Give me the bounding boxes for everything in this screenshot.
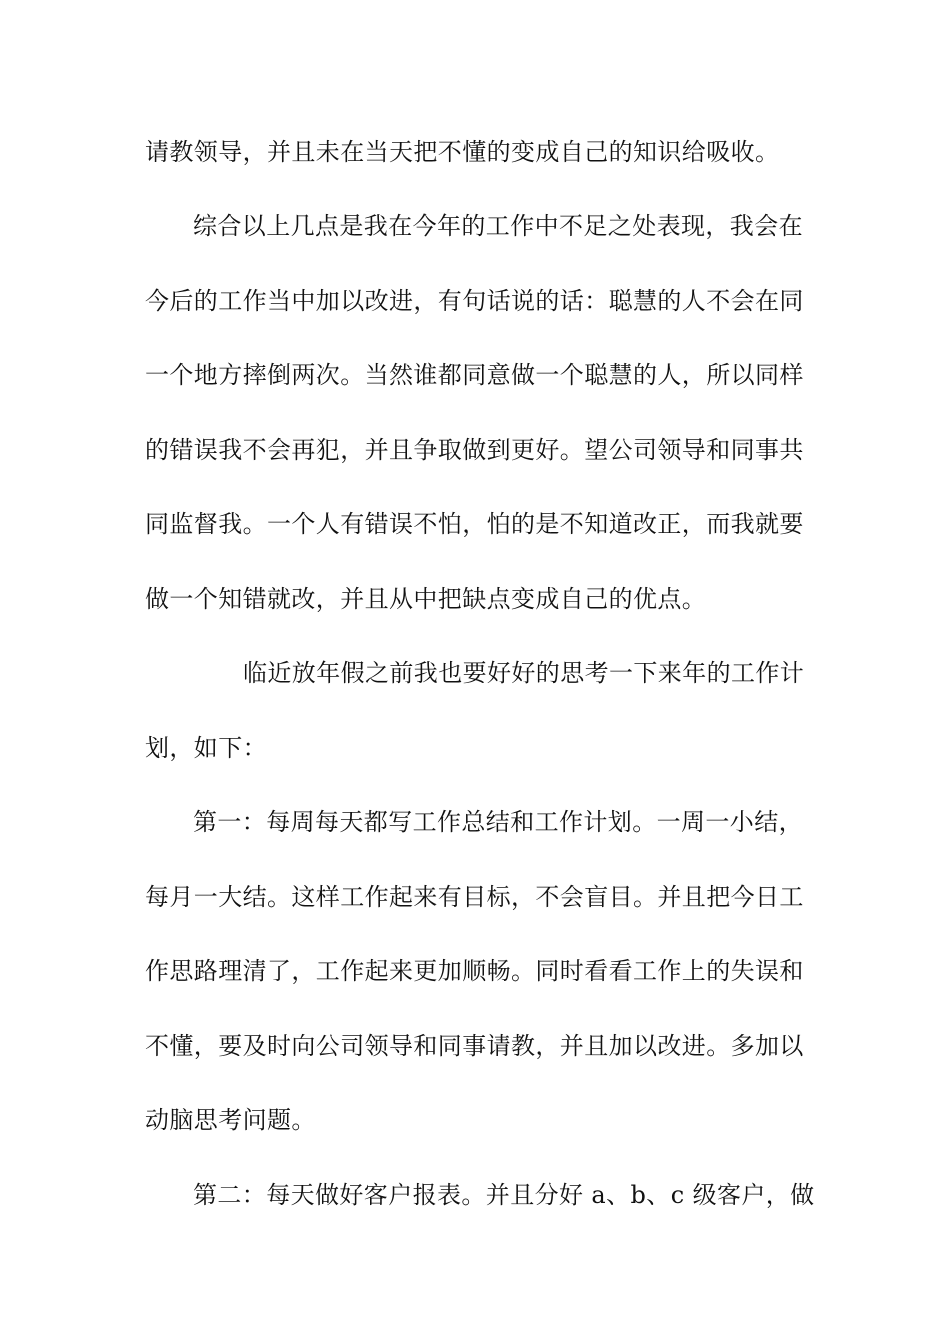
text-line-14: 动脑思考问题。	[145, 1106, 316, 1134]
text-line-1: 请教领导，并且未在当天把不懂的变成自己的知识给吸收。	[145, 138, 780, 166]
text-line-11: 每月一大结。这样工作起来有目标，不会盲目。并且把今日工	[145, 883, 804, 911]
text-line-4: 一个地方摔倒两次。当然谁都同意做一个聪慧的人，所以同样	[145, 361, 804, 389]
text-line-8: 临近放年假之前我也要好好的思考一下来年的工作计	[243, 659, 805, 687]
text-line-5: 的错误我不会再犯，并且争取做到更好。望公司领导和同事共	[145, 436, 804, 464]
text-line-10: 第一：每周每天都写工作总结和工作计划。一周一小结，	[193, 808, 803, 836]
text-line-12: 作思路理清了，工作起来更加顺畅。同时看看工作上的失误和	[145, 957, 804, 985]
text-line-15: 第二：每天做好客户报表。并且分好 a、b、c 级客户，做	[193, 1181, 815, 1209]
text-line-7: 做一个知错就改，并且从中把缺点变成自己的优点。	[145, 585, 707, 613]
text-line-6: 同监督我。一个人有错误不怕，怕的是不知道改正，而我就要	[145, 510, 804, 538]
text-line-13: 不懂，要及时向公司领导和同事请教，并且加以改进。多加以	[145, 1032, 804, 1060]
text-line-9: 划，如下：	[145, 734, 267, 762]
text-line-3: 今后的工作当中加以改进，有句话说的话：聪慧的人不会在同	[145, 287, 804, 315]
text-line-2: 综合以上几点是我在今年的工作中不足之处表现，我会在	[193, 212, 803, 240]
